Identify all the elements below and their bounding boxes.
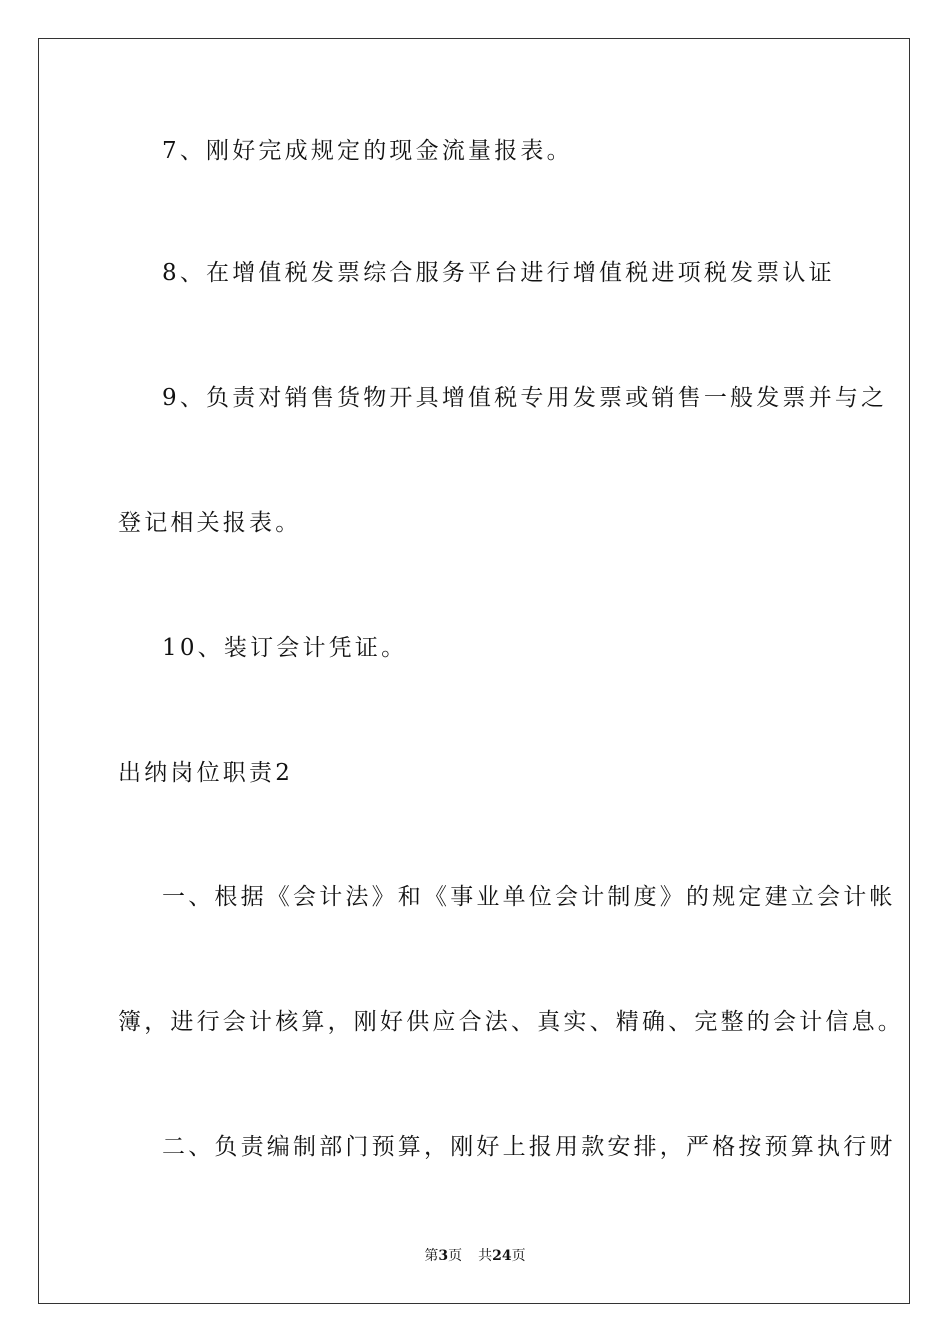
footer-page-prefix: 第	[424, 1248, 439, 1264]
section-heading: 出纳岗位职责2	[118, 760, 294, 786]
paragraph-item-10: 10、装订会计凭证。	[162, 635, 408, 661]
footer-total-suffix: 页	[511, 1248, 526, 1264]
page-border	[38, 38, 910, 1304]
page-footer	[0, 1246, 950, 1266]
footer-total-prefix: 共	[478, 1248, 493, 1264]
footer-page-suffix: 页	[448, 1248, 463, 1264]
paragraph-item-8: 8、在增值税发票综合服务平台进行增值税进项税发票认证	[162, 260, 835, 286]
paragraph-item-9: 9、负责对销售货物开具增值税专用发票或销售一般发票并与之	[162, 385, 888, 411]
paragraph-item-7: 7、刚好完成规定的现金流量报表。	[162, 138, 573, 164]
paragraph-duty-2: 二、负责编制部门预算，刚好上报用款安排，严格按预算执行财	[162, 1134, 896, 1160]
paragraph-item-9-continued: 登记相关报表。	[118, 510, 302, 536]
footer-page-current: 3	[438, 1248, 449, 1264]
paragraph-duty-1: 一、根据《会计法》和《事业单位会计制度》的规定建立会计帐	[162, 884, 896, 910]
footer-page-total: 24	[492, 1248, 512, 1264]
paragraph-duty-1-continued: 簿，进行会计核算，刚好供应合法、真实、精确、完整的会计信息。	[118, 1009, 904, 1035]
